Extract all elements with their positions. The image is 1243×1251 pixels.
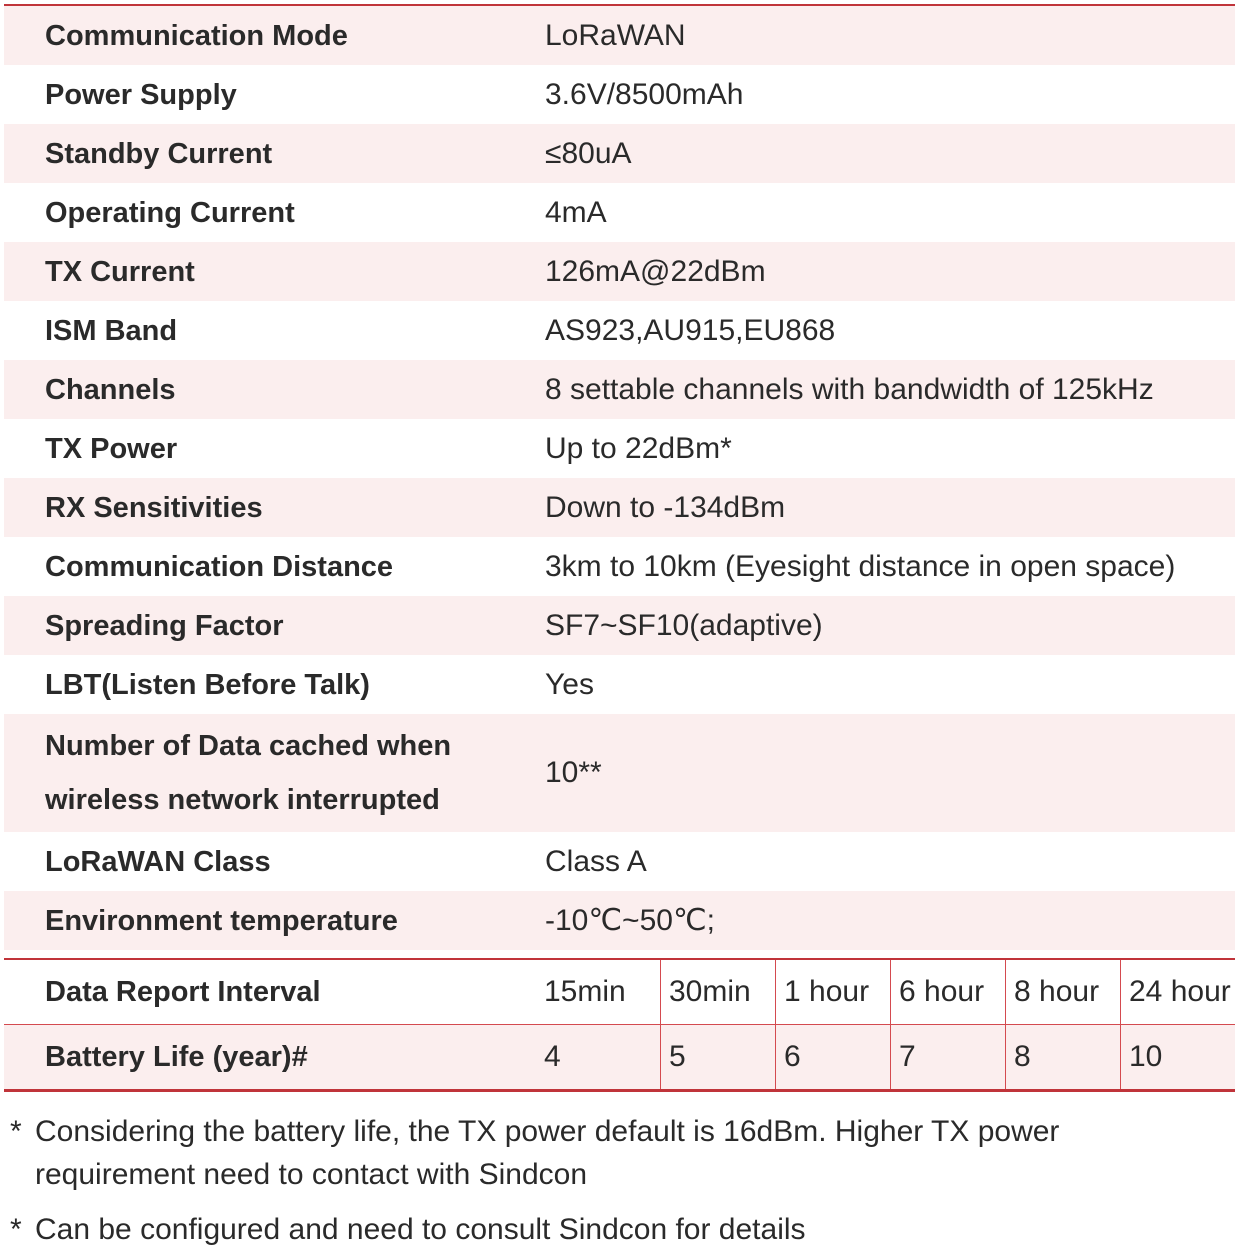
footnote-text bbox=[35, 1110, 1059, 1196]
footnote-line: Can be configured and need to consult Sindcon for details bbox=[35, 1213, 806, 1246]
spec-label: TX Current bbox=[45, 255, 195, 288]
battery-life-table bbox=[4, 958, 1235, 1092]
spec-row-communication-distance bbox=[4, 537, 1235, 596]
spec-row-tx-power bbox=[4, 419, 1235, 478]
spec-label: RX Sensitivities bbox=[45, 491, 263, 524]
interval-cell: 15min bbox=[544, 975, 626, 1008]
footnote bbox=[10, 1208, 1230, 1251]
battery-cell: 7 bbox=[890, 1025, 1005, 1089]
battery-cell: 8 bbox=[1005, 1025, 1120, 1089]
battery-cell: 5 bbox=[660, 1025, 775, 1089]
spec-label: Communication Distance bbox=[45, 550, 394, 583]
spec-row-environment-temperature bbox=[4, 891, 1235, 950]
spec-row-lorawan-class bbox=[4, 832, 1235, 891]
spec-label bbox=[4, 719, 504, 827]
spec-value: 3.6V/8500mAh bbox=[545, 77, 744, 111]
battery-header: Battery Life (year)# bbox=[45, 1040, 308, 1073]
spec-value: 8 settable channels with bandwidth of 125kHz bbox=[545, 372, 1154, 406]
footnote-line: Considering the battery life, the TX power default is 16dBm. Higher TX power bbox=[35, 1115, 1060, 1148]
spec-value: Up to 22dBm* bbox=[545, 431, 732, 465]
interval-cell: 8 hour bbox=[1005, 960, 1120, 1024]
spec-label: Operating Current bbox=[45, 196, 295, 229]
spec-label: ISM Band bbox=[45, 314, 178, 347]
spec-row-tx-current bbox=[4, 242, 1235, 301]
battery-cell: 10 bbox=[1120, 1025, 1235, 1089]
spec-row-rx-sensitivities bbox=[4, 478, 1235, 537]
interval-cell: 30min bbox=[660, 960, 775, 1024]
spec-row-data-cached bbox=[4, 714, 1235, 832]
footnote-text bbox=[35, 1208, 806, 1251]
footnote bbox=[10, 1110, 1230, 1196]
spec-row-standby-current bbox=[4, 124, 1235, 183]
spec-row-lbt bbox=[4, 655, 1235, 714]
interval-header: Data Report Interval bbox=[45, 975, 321, 1008]
spec-value: -10℃~50℃; bbox=[545, 904, 715, 937]
spec-row-communication-mode bbox=[4, 6, 1235, 65]
footnote-marker: * bbox=[10, 1115, 22, 1148]
spec-row-channels bbox=[4, 360, 1235, 419]
battery-cell: 4 bbox=[544, 1040, 561, 1073]
spec-label: TX Power bbox=[45, 432, 178, 465]
interval-cell: 1 hour bbox=[775, 960, 890, 1024]
battery-row bbox=[4, 1024, 1235, 1089]
spec-value: ≤80uA bbox=[545, 136, 632, 170]
spec-row-operating-current bbox=[4, 183, 1235, 242]
spec-label: Channels bbox=[45, 373, 176, 406]
spec-label: Communication Mode bbox=[45, 19, 348, 52]
interval-cell: 6 hour bbox=[890, 960, 1005, 1024]
spec-label: Environment temperature bbox=[45, 904, 398, 937]
spec-row-ism-band bbox=[4, 301, 1235, 360]
spec-value: Down to -134dBm bbox=[545, 490, 786, 524]
spec-label-line: Number of Data cached when bbox=[45, 730, 452, 762]
spec-value: LoRaWAN bbox=[545, 18, 686, 52]
spec-value: SF7~SF10(adaptive) bbox=[545, 608, 823, 642]
footnote-marker: * bbox=[10, 1213, 22, 1246]
spec-label: LBT(Listen Before Talk) bbox=[45, 668, 370, 701]
interval-cell: 24 hour bbox=[1120, 960, 1235, 1024]
spec-row-power-supply bbox=[4, 65, 1235, 124]
footnote-line: requirement need to contact with Sindcon bbox=[35, 1158, 587, 1191]
interval-row bbox=[4, 960, 1235, 1024]
spec-table bbox=[4, 4, 1235, 950]
spec-label-line: wireless network interrupted bbox=[45, 784, 440, 816]
spec-value: Yes bbox=[545, 667, 594, 701]
spec-row-spreading-factor bbox=[4, 596, 1235, 655]
spec-value: Class A bbox=[545, 844, 647, 878]
spec-value: 4mA bbox=[545, 195, 607, 229]
spec-value: 10** bbox=[545, 756, 602, 789]
spec-label: Spreading Factor bbox=[45, 609, 284, 642]
battery-cell: 6 bbox=[775, 1025, 890, 1089]
spec-label: Power Supply bbox=[45, 78, 237, 111]
footnotes bbox=[10, 1110, 1230, 1251]
spec-value: 126mA@22dBm bbox=[545, 254, 766, 288]
spec-value: AS923,AU915,EU868 bbox=[545, 313, 836, 347]
spec-label: Standby Current bbox=[45, 137, 273, 170]
spec-value: 3km to 10km (Eyesight distance in open space) bbox=[545, 549, 1176, 583]
spec-label: LoRaWAN Class bbox=[45, 845, 271, 878]
